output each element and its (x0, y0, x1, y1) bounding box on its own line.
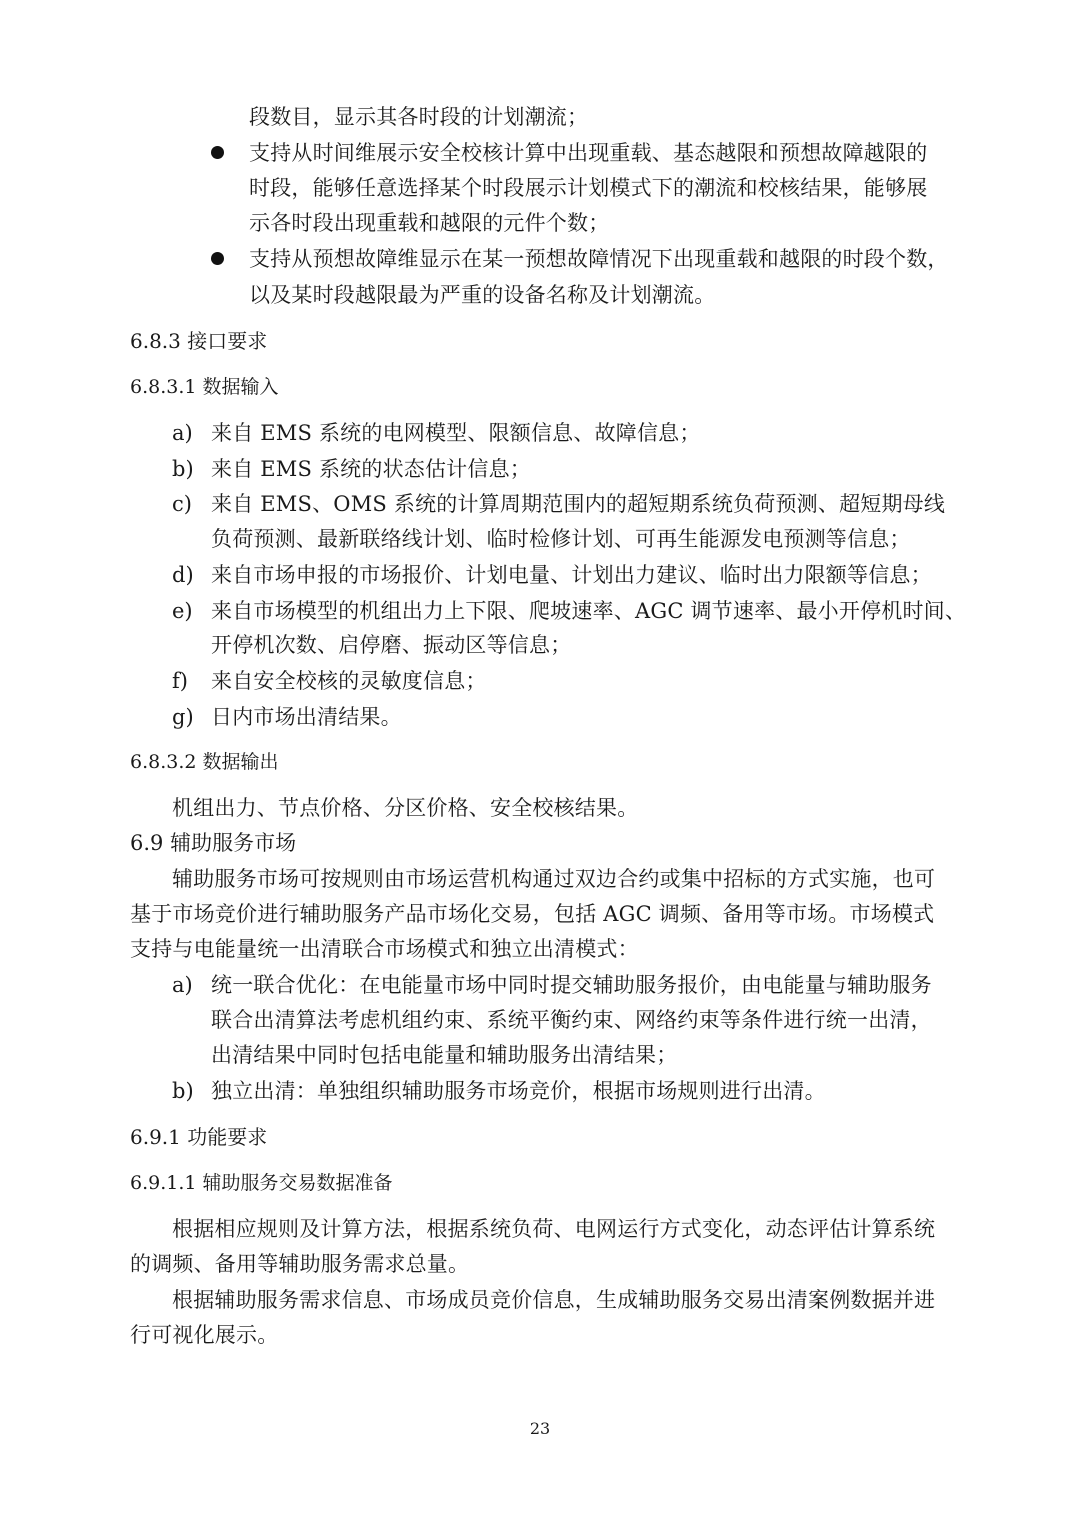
bullet-text-line: 时段，能够任意选择某个时段展示计划模式下的潮流和校核结果，能够展 (249, 176, 928, 200)
list-marker: a) (172, 973, 193, 997)
list-item-text: 来自 EMS 系统的状态估计信息； (211, 457, 531, 481)
page-number: 23 (529, 1419, 551, 1438)
section-heading-6-9: 6.9 辅助服务市场 (130, 831, 297, 855)
section-heading-6-9-1: 6.9.1 功能要求 (130, 1125, 268, 1149)
list-item-text: 来自安全校核的灵敏度信息； (211, 669, 487, 693)
list-item-text: 开停机次数、启停磨、振动区等信息； (211, 633, 572, 657)
paragraph-line: 机组出力、节点价格、分区价格、安全校核结果。 (172, 796, 639, 820)
list-item-text: 来自市场模型的机组出力上下限、爬坡速率、AGC 调节速率、最小开停机时间、 (211, 599, 967, 623)
subsection-heading-6-9-1-1: 6.9.1.1 辅助服务交易数据准备 (130, 1172, 393, 1194)
paragraph-line: 行可视化展示。 (130, 1323, 279, 1347)
list-item-text: 来自市场申报的市场报价、计划电量、计划出力建议、临时出力限额等信息； (211, 563, 932, 587)
list-item-text: 联合出清算法考虑机组约束、系统平衡约束、网络约束等条件进行统一出清， (211, 1008, 932, 1032)
bullet-text-line: 以及某时段越限最为严重的设备名称及计划潮流。 (249, 283, 716, 307)
list-marker: f) (172, 669, 188, 693)
list-item-text: 来自 EMS、OMS 系统的计算周期范围内的超短期系统负荷预测、超短期母线 (211, 492, 946, 516)
paragraph-line: 的调频、备用等辅助服务需求总量。 (130, 1252, 470, 1276)
paragraph-line: 根据相应规则及计算方法，根据系统负荷、电网运行方式变化，动态评估计算系统 (172, 1217, 936, 1241)
list-item-text: 负荷预测、最新联络线计划、临时检修计划、可再生能源发电预测等信息； (211, 527, 911, 551)
paragraph-line: 支持与电能量统一出清联合市场模式和独立出清模式： (130, 937, 639, 961)
paragraph-line: 基于市场竞价进行辅助服务产品市场化交易，包括 AGC 调频、备用等市场。市场模式 (130, 902, 935, 926)
subsection-heading-6-8-3-2: 6.8.3.2 数据输出 (130, 751, 279, 773)
section-heading-6-8-3: 6.8.3 接口要求 (130, 329, 268, 353)
paragraph-line: 辅助服务市场可按规则由市场运营机构通过双边合约或集中招标的方式实施，也可 (172, 867, 936, 891)
list-marker: c) (172, 492, 192, 516)
bullet-text-line: 支持从时间维展示安全校核计算中出现重载、基态越限和预想故障越限的 (249, 141, 928, 165)
list-marker: g) (172, 705, 194, 729)
list-marker: b) (172, 1079, 194, 1103)
list-marker: e) (172, 599, 193, 623)
paragraph-line: 根据辅助服务需求信息、市场成员竞价信息，生成辅助服务交易出清案例数据并进 (172, 1288, 936, 1312)
list-item-text: 出清结果中同时包括电能量和辅助服务出清结果； (211, 1043, 678, 1067)
list-item-text: 来自 EMS 系统的电网模型、限额信息、故障信息； (211, 421, 701, 445)
list-item-text: 统一联合优化：在电能量市场中同时提交辅助服务报价，由电能量与辅助服务 (211, 973, 932, 997)
list-marker: b) (172, 457, 194, 481)
bullet-dot-icon (211, 146, 224, 159)
list-item-text: 日内市场出清结果。 (211, 705, 402, 729)
bullet-text-line: 示各时段出现重载和越限的元件个数； (249, 211, 610, 235)
subsection-heading-6-8-3-1: 6.8.3.1 数据输入 (130, 376, 279, 398)
bullet-dot-icon (211, 252, 224, 265)
list-marker: a) (172, 421, 193, 445)
bullet-text-line: 支持从预想故障维显示在某一预想故障情况下出现重载和越限的时段个数， (249, 247, 949, 271)
list-item-text: 独立出清：单独组织辅助服务市场竞价，根据市场规则进行出清。 (211, 1079, 826, 1103)
bullet-continuation-line: 段数目，显示其各时段的计划潮流； (249, 105, 589, 129)
list-marker: d) (172, 563, 194, 587)
